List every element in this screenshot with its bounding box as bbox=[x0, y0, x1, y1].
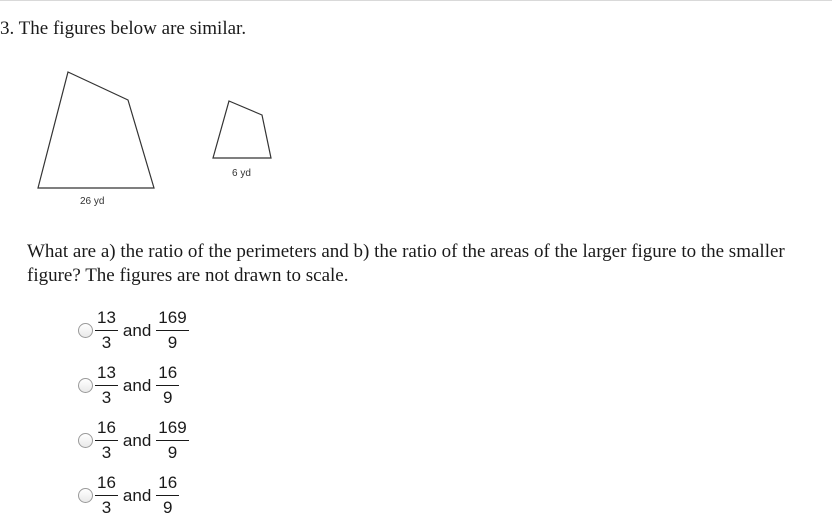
fraction-denominator: 9 bbox=[167, 333, 178, 352]
similar-figures bbox=[0, 0, 832, 220]
area-ratio-fraction bbox=[156, 473, 179, 518]
fraction-denominator: 9 bbox=[163, 388, 173, 407]
fraction-denominator: 3 bbox=[101, 388, 112, 407]
question-number: 3. bbox=[0, 18, 15, 39]
fraction-numerator: 16 bbox=[95, 418, 118, 441]
large-figure-label: 26 yd bbox=[80, 196, 105, 207]
answer-choice-1[interactable] bbox=[78, 303, 189, 358]
radio-button[interactable] bbox=[78, 323, 93, 338]
perimeter-ratio-fraction bbox=[95, 363, 118, 408]
choice-joiner: and bbox=[122, 320, 152, 340]
answer-choice-2[interactable] bbox=[78, 358, 189, 413]
fraction-denominator: 3 bbox=[101, 498, 112, 517]
perimeter-ratio-fraction bbox=[95, 308, 118, 353]
radio-button[interactable] bbox=[78, 488, 93, 503]
choice-joiner: and bbox=[122, 430, 152, 450]
perimeter-ratio-fraction bbox=[95, 418, 118, 463]
question-title: The figures below are similar. bbox=[18, 18, 247, 39]
answer-choices bbox=[78, 303, 189, 523]
fraction-numerator: 13 bbox=[95, 363, 118, 386]
fraction-denominator: 9 bbox=[167, 443, 178, 462]
perimeter-ratio-fraction bbox=[95, 473, 118, 518]
fraction-denominator: 9 bbox=[163, 498, 173, 517]
question-prompt: What are a) the ratio of the perimeters and b) the ratio of the areas of the larger figure to the smaller figure? The figures are not drawn to scale. bbox=[27, 241, 785, 286]
fraction-numerator: 13 bbox=[95, 308, 118, 331]
area-ratio-fraction bbox=[156, 418, 188, 463]
choice-joiner: and bbox=[122, 375, 152, 395]
fraction-numerator: 16 bbox=[95, 473, 118, 496]
fraction-numerator: 16 bbox=[156, 363, 179, 386]
radio-button[interactable] bbox=[78, 433, 93, 448]
area-ratio-fraction bbox=[156, 363, 179, 408]
small-figure-label: 6 yd bbox=[232, 168, 251, 179]
fraction-numerator: 16 bbox=[156, 473, 179, 496]
radio-button[interactable] bbox=[78, 378, 93, 393]
choice-joiner: and bbox=[122, 485, 152, 505]
area-ratio-fraction bbox=[156, 308, 188, 353]
answer-choice-3[interactable] bbox=[78, 413, 189, 468]
answer-choice-4[interactable] bbox=[78, 468, 189, 523]
fraction-numerator: 169 bbox=[156, 308, 188, 331]
fraction-denominator: 3 bbox=[101, 443, 112, 462]
large-quadrilateral bbox=[38, 72, 154, 188]
fraction-numerator: 169 bbox=[156, 418, 188, 441]
fraction-denominator: 3 bbox=[101, 333, 112, 352]
small-quadrilateral bbox=[213, 101, 271, 158]
